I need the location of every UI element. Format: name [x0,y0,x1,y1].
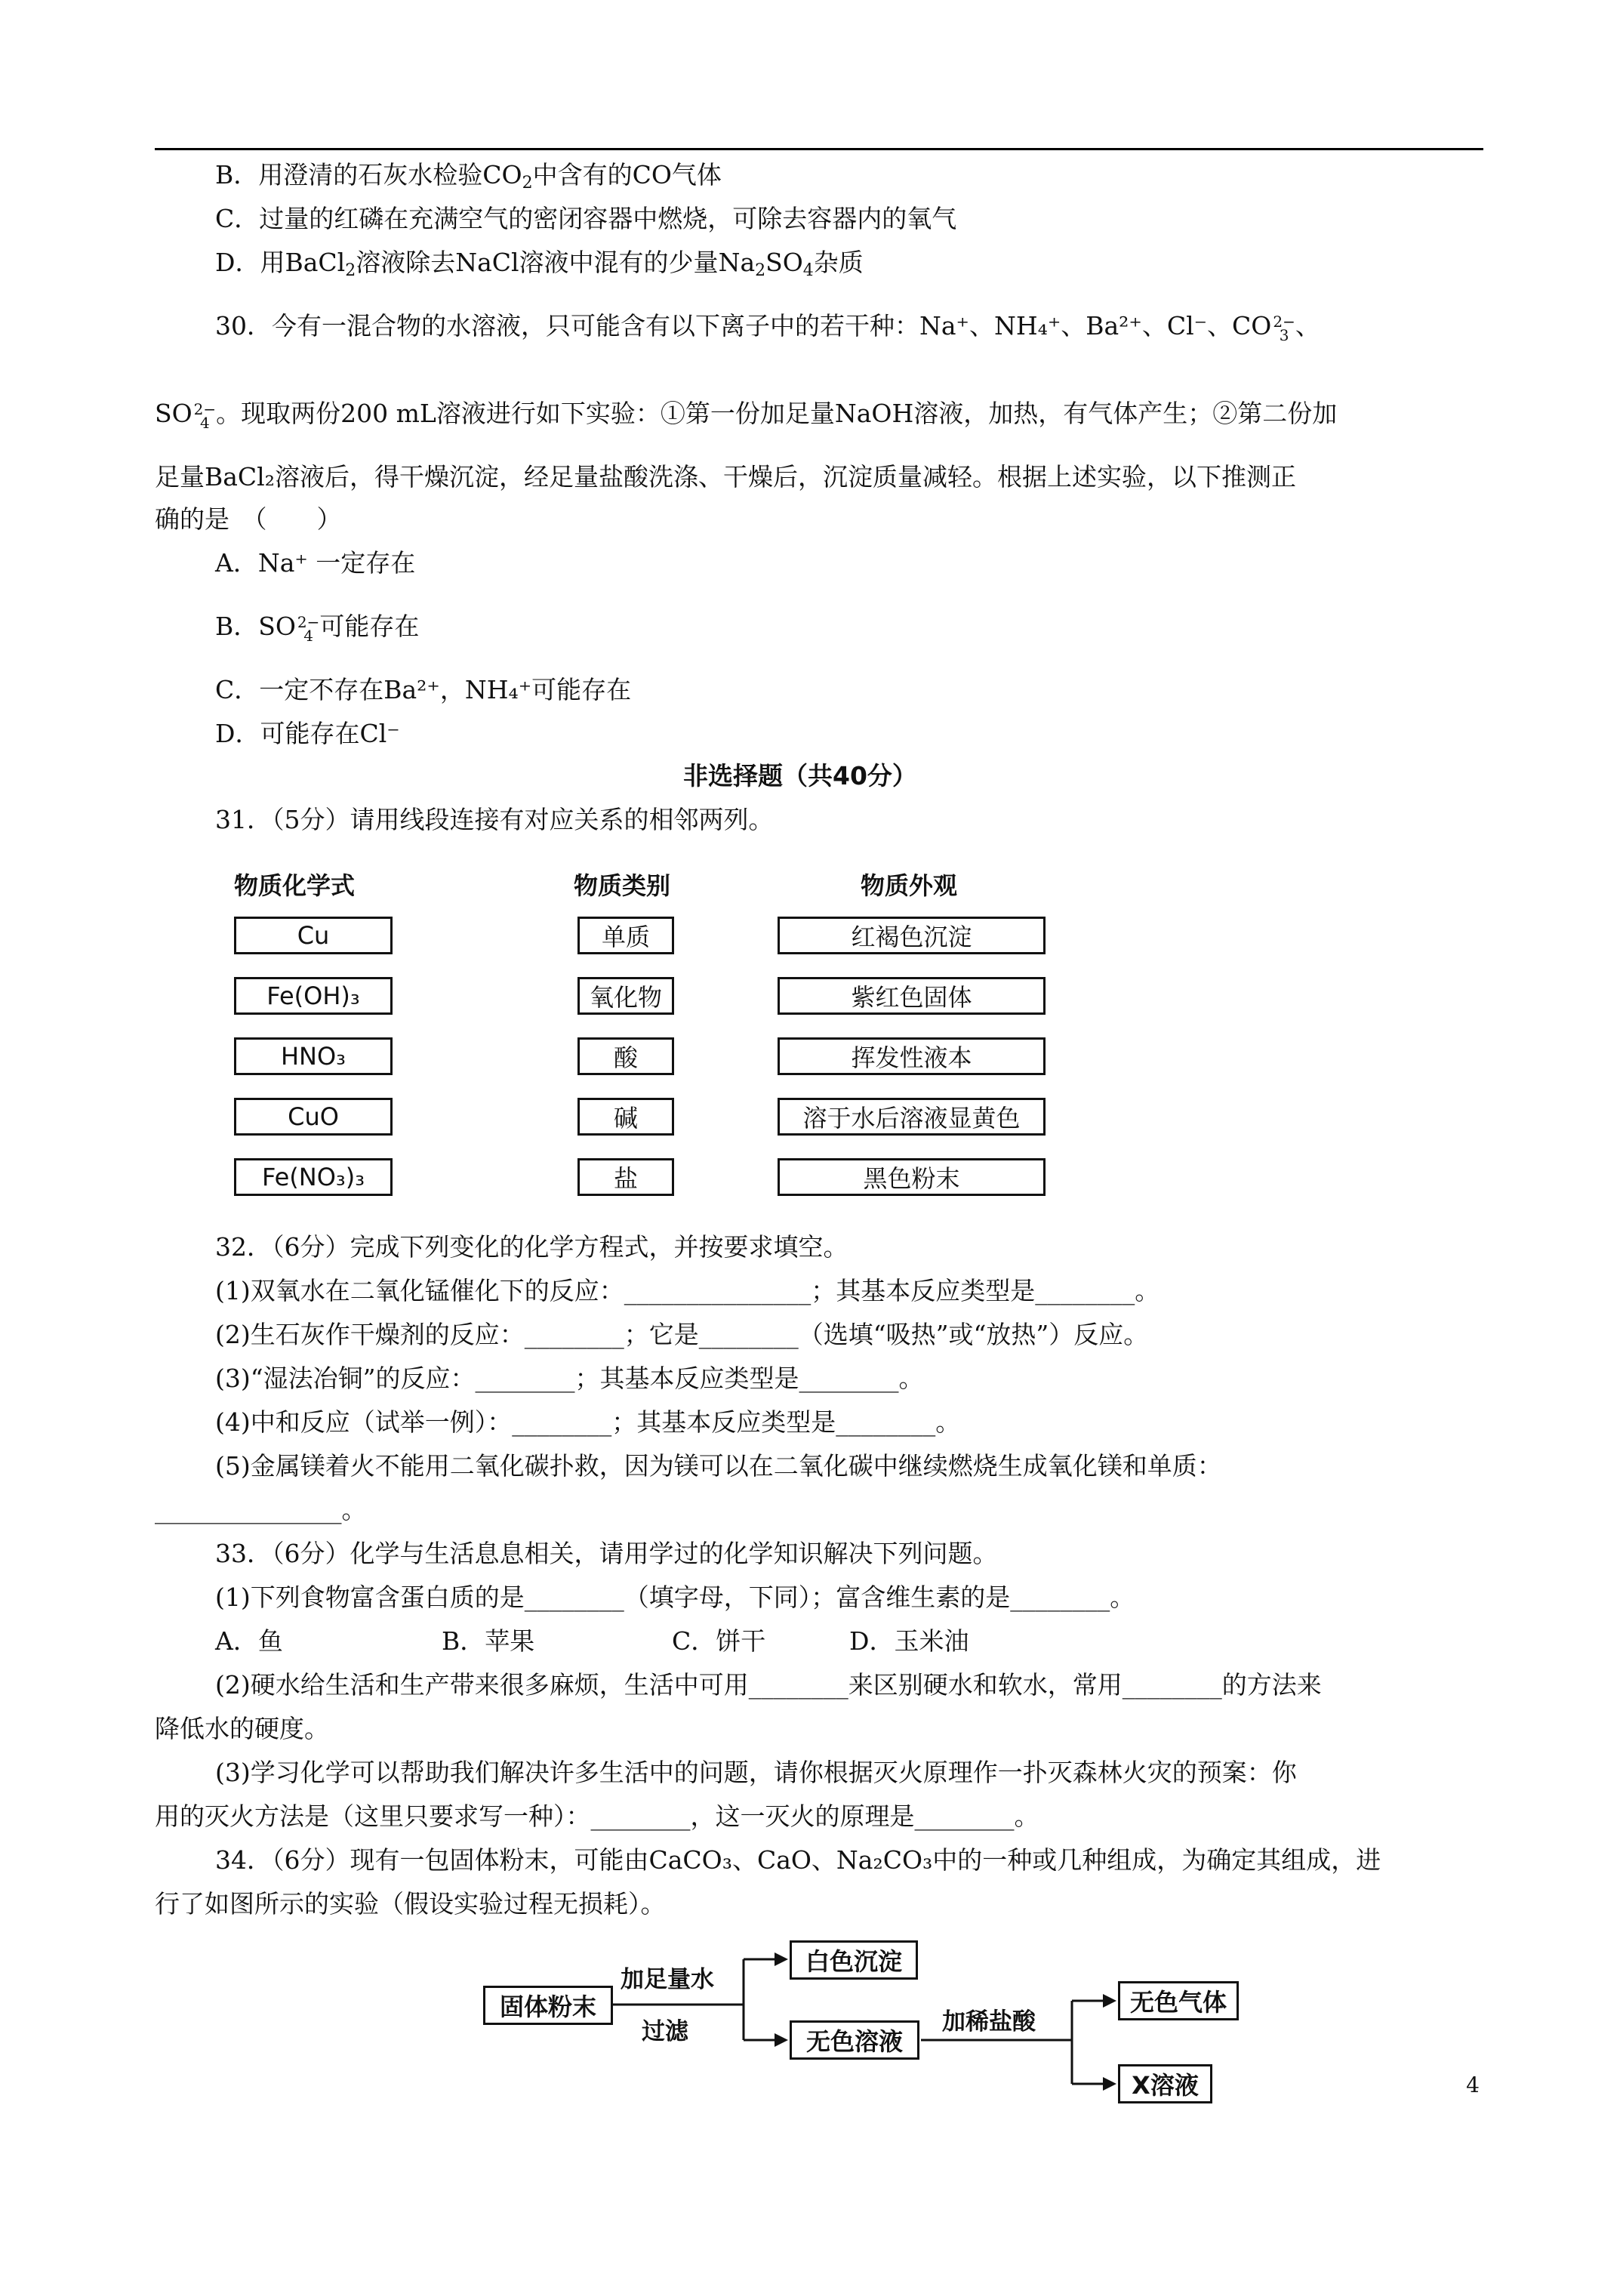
q30-option-c: C．一定不存在Ba²⁺，NH₄⁺可能存在 [215,675,632,704]
q34-line2: 行了如图所示的实验（假设实验过程无损耗）。 [155,1889,666,1918]
q32-prompt: 32．（6分）完成下列变化的化学方程式，并按要求填空。 [215,1232,848,1262]
flow-step1-top-label: 加足量水 [621,1966,714,1993]
q33-line: (1)下列食物富含蛋白质的是________（填字母，下同）；富含维生素的是________。 [215,1583,1135,1612]
q30-option-a: A．Na⁺ 一定存在 [215,548,416,578]
flow-gas-box: 无色气体 [1118,1981,1239,2020]
page-number: 4 [1466,2073,1480,2097]
flow-start-box: 固体粉末 [483,1986,613,2025]
q33-prompt: 33．（6分）化学与生活息息相关，请用学过的化学知识解决下列问题。 [215,1539,998,1568]
q30-line4: 确的是 （ ） [155,504,342,534]
q31-header-category: 物质类别 [574,871,671,900]
formula-box: Fe(NO₃)₃ [234,1158,393,1196]
flow-solution-box: 无色溶液 [790,2020,919,2060]
appearance-box: 红褐色沉淀 [778,917,1046,954]
q32-line: (5)金属镁着火不能用二氧化碳扑救，因为镁可以在二氧化碳中继续燃烧生成氧化镁和单质： [215,1451,1222,1481]
flow-precipitate-box: 白色沉淀 [790,1940,918,1980]
q32-line: (1)双氧水在二氧化锰催化下的反应：_______________；其基本反应类型是________。 [215,1276,1160,1305]
q33-line: (3)学习化学可以帮助我们解决许多生活中的问题，请你根据灭火原理作一扑灭森林火灾的预案：你 [215,1758,1297,1787]
q33-choice: C．饼干 [672,1626,766,1656]
flow-step2-label: 加稀盐酸 [942,2008,1036,2036]
q30-option-b: B．SO 2− 4 可能存在 [215,612,420,645]
appearance-box: 溶于水后溶液显黄色 [778,1098,1046,1136]
flow-step1-bottom-label: 过滤 [642,2018,688,2045]
category-box: 碱 [577,1098,674,1136]
q32-line: (4)中和反应（试举一例）：________；其基本反应类型是________。 [215,1407,961,1437]
appearance-box: 挥发性液本 [778,1037,1046,1075]
q33-line: 降低水的硬度。 [155,1714,329,1743]
q29-option-c: C．过量的红磷在充满空气的密闭容器中燃烧，可除去容器内的氧气 [215,204,957,233]
formula-box: Fe(OH)₃ [234,977,393,1015]
formula-box: HNO₃ [234,1037,393,1075]
formula-box: Cu [234,917,393,954]
q32-line: (2)生石灰作干燥剂的反应：________；它是________（选填“吸热”或“放热”）反应。 [215,1320,1149,1349]
category-box: 单质 [577,917,674,954]
flow-x-solution-box: X溶液 [1118,2064,1212,2103]
q33-choice: D．玉米油 [849,1626,969,1656]
appearance-box: 紫红色固体 [778,977,1046,1015]
section-title: 非选择题（共40分） [683,761,917,791]
q32-line: (3)“湿法冶铜”的反应：________；其基本反应类型是________。 [215,1364,924,1393]
q30-line2: SO 2− 4 。现取两份200 mL溶液进行如下实验：①第一份加足量NaOH溶液，加热，有气体产生；②第二份加 [155,399,1338,432]
category-box: 氧化物 [577,977,674,1015]
q33-line: 用的灭火方法是（这里只要求写一种）：________，这一灭火的原理是________。 [155,1801,1039,1831]
q31-header-appearance: 物质外观 [861,871,958,900]
q29-option-d: D．用BaCl$_2$溶液除去NaCl溶液中混有的少量$Na_2SO_4$杂质 [215,248,864,280]
appearance-box: 黑色粉末 [778,1158,1046,1196]
q31-prompt: 31．（5分）请用线段连接有对应关系的相邻两列。 [215,805,774,834]
category-box: 酸 [577,1037,674,1075]
formula-box: CuO [234,1098,393,1136]
q31-header-formula: 物质化学式 [234,871,356,900]
q30-option-d: D．可能存在Cl⁻ [215,719,400,748]
q32-line: _______________。 [155,1495,367,1524]
q30-line1: 30．今有一混合物的水溶液，只可能含有以下离子中的若干种：Na⁺、NH₄⁺、Ba²⁺、Cl⁻、CO 2− 3 、 [215,311,1320,344]
category-box: 盐 [577,1158,674,1196]
q33-choice: A．鱼 [215,1626,283,1656]
q34-line1: 34．（6分）现有一包固体粉末，可能由CaCO₃、CaO、Na₂CO₃中的一种或几种组成，为确定其组成，进 [215,1845,1381,1875]
q29-option-b: B．用澄清的石灰水检验$CO_2$中含有的CO气体 [215,160,722,193]
q33-line: (2)硬水给生活和生产带来很多麻烦，生活中可用________来区别硬水和软水，常用________的方法来 [215,1670,1322,1700]
q30-line3: 足量BaCl₂溶液后，得干燥沉淀，经足量盐酸洗涤、干燥后，沉淀质量减轻。根据上述实验，以下推测正 [155,462,1296,492]
q33-choice: B．苹果 [442,1626,535,1656]
